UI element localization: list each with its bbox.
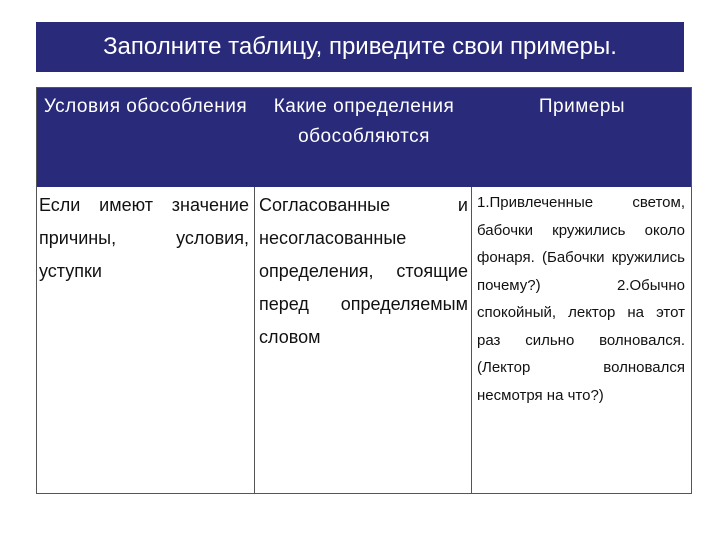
header-definitions: Какие определения обособляются xyxy=(273,96,455,147)
table-header-row xyxy=(37,88,691,187)
task-table xyxy=(36,87,692,494)
cell-conditions: Если имеют значение причины, условия, уступки xyxy=(39,195,249,281)
cell-examples: 1.Привлеченные светом, бабочки кружились около фонаря. (Бабочки кружились почему?) 2.Обычно спокойный, лектор на этот раз сильно волновался. (Лектор волновался несмотря на что?) xyxy=(477,194,685,404)
header-examples: Примеры xyxy=(538,96,626,117)
header-conditions: Условия обособления xyxy=(43,96,248,117)
column-divider xyxy=(471,187,472,493)
cell-definitions: Согласованные и несогласованные определения, стоящие перед определяемым словом xyxy=(259,195,468,347)
slide-title: Заполните таблицу, приведите свои примеры. xyxy=(36,22,684,72)
column-divider xyxy=(254,187,255,493)
